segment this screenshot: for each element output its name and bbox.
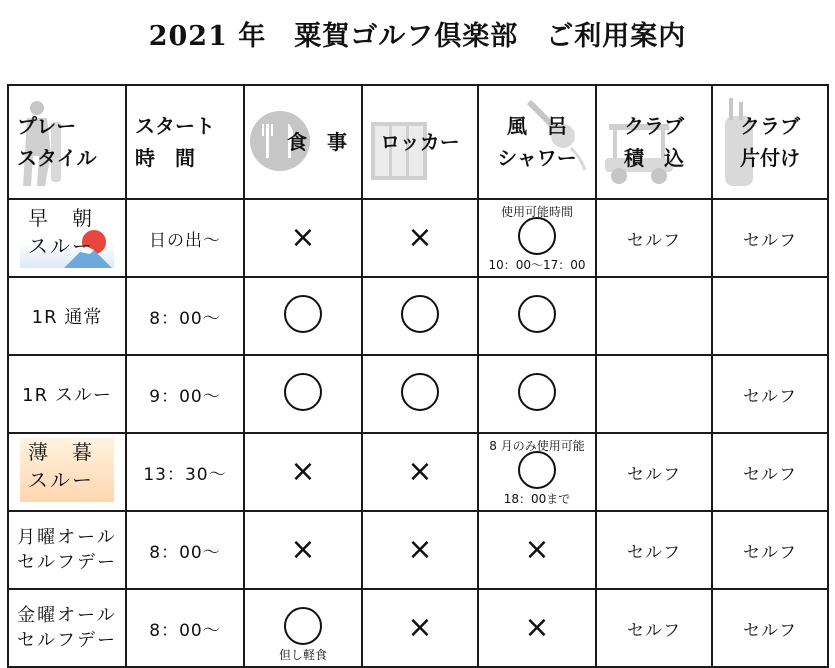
start-time-cell: 8：00～	[126, 511, 244, 589]
bath-note-top: 使用可能時間	[500, 205, 573, 219]
meal-cell	[244, 277, 362, 355]
meal-cell	[244, 511, 362, 589]
header-meal	[244, 85, 362, 199]
cross-mark: ×	[524, 610, 550, 645]
meal-cell	[244, 355, 362, 433]
locker-cell	[362, 589, 478, 667]
style-line1: 薄 暮	[28, 440, 94, 464]
header-meal-label: 食 事	[287, 130, 347, 154]
style-cell: 1R スルー	[8, 355, 126, 433]
start-time-cell: 13：30～	[126, 433, 244, 511]
header-start-time-line1: スタート	[135, 114, 215, 138]
early-morning-label	[20, 204, 114, 268]
header-bath	[478, 85, 596, 199]
header-club-cleanup	[712, 85, 828, 199]
locker-cell	[362, 277, 478, 355]
circle-mark	[401, 295, 439, 333]
style-cell	[8, 511, 126, 589]
header-bath-line1: 風 呂	[507, 114, 567, 138]
style-cell	[8, 433, 126, 511]
locker-cell	[362, 433, 478, 511]
circle-mark	[284, 607, 322, 645]
bath-cell	[478, 433, 596, 511]
club-load-cell	[596, 355, 712, 433]
club-cleanup-cell	[712, 277, 828, 355]
table-row	[8, 511, 828, 589]
header-bath-line2: シャワー	[497, 146, 577, 170]
style-cell	[8, 589, 126, 667]
header-start-time-line2: 時 間	[135, 146, 195, 170]
style-cell: 1R 通常	[8, 277, 126, 355]
start-time-cell: 9：00～	[126, 355, 244, 433]
header-club-cleanup-line1: クラブ	[740, 114, 800, 138]
bath-note-bottom: 10：00～17：00	[488, 258, 586, 272]
bath-note-top: 8 月のみ使用可能	[489, 439, 585, 453]
table-row	[8, 277, 828, 355]
club-load-cell: セルフ	[596, 589, 712, 667]
bath-note-bottom: 18：00まで	[503, 492, 571, 506]
cross-mark: ×	[290, 220, 316, 255]
bath-cell	[478, 277, 596, 355]
cross-mark: ×	[407, 454, 433, 489]
circle-mark	[518, 451, 556, 489]
style-line2: セルフデー	[17, 552, 117, 573]
style-line2: セルフデー	[17, 630, 117, 651]
meal-cell	[244, 433, 362, 511]
circle-mark	[518, 295, 556, 333]
bath-cell	[478, 355, 596, 433]
style-cell	[8, 199, 126, 277]
header-start-time	[126, 85, 244, 199]
style-line1: 早 朝	[28, 206, 94, 230]
table-row	[8, 355, 828, 433]
circle-mark	[518, 373, 556, 411]
start-time-cell: 8：00～	[126, 277, 244, 355]
cross-mark: ×	[407, 532, 433, 567]
header-play-style-line1: プレー	[17, 114, 77, 138]
club-load-cell: セルフ	[596, 199, 712, 277]
start-time-cell: 8：00～	[126, 589, 244, 667]
cross-mark: ×	[407, 610, 433, 645]
style-line1: 月曜オール	[17, 526, 117, 548]
cross-mark: ×	[407, 220, 433, 255]
club-load-cell: セルフ	[596, 433, 712, 511]
club-cleanup-cell: セルフ	[712, 589, 828, 667]
club-load-cell	[596, 277, 712, 355]
style-line2: スルー	[28, 234, 94, 258]
usage-table	[7, 84, 829, 668]
club-cleanup-cell: セルフ	[712, 511, 828, 589]
circle-mark	[284, 373, 322, 411]
club-cleanup-cell: セルフ	[712, 355, 828, 433]
header-club-cleanup-line2: 片付け	[740, 146, 800, 170]
bath-cell	[478, 589, 596, 667]
circle-mark	[518, 217, 556, 255]
table-row	[8, 433, 828, 511]
header-row	[8, 85, 828, 199]
header-locker-label: ロッカー	[380, 130, 460, 154]
locker-cell	[362, 511, 478, 589]
club-cleanup-cell: セルフ	[712, 433, 828, 511]
start-time-cell: 日の出～	[126, 199, 244, 277]
meal-cell	[244, 589, 362, 667]
header-club-load-line2: 積 込	[624, 146, 684, 170]
table-row	[8, 589, 828, 667]
header-play-style	[8, 85, 126, 199]
circle-mark	[401, 373, 439, 411]
club-cleanup-cell: セルフ	[712, 199, 828, 277]
header-play-style-line2: スタイル	[17, 146, 97, 170]
locker-cell	[362, 199, 478, 277]
header-locker	[362, 85, 478, 199]
header-club-load	[596, 85, 712, 199]
bath-cell	[478, 511, 596, 589]
twilight-label	[20, 438, 114, 502]
cross-mark: ×	[290, 454, 316, 489]
cross-mark: ×	[290, 532, 316, 567]
bath-cell	[478, 199, 596, 277]
meal-note: 但し軽食	[278, 648, 327, 662]
table-row	[8, 199, 828, 277]
style-line1: 金曜オール	[17, 604, 117, 626]
style-line2: スルー	[28, 468, 94, 492]
locker-cell	[362, 355, 478, 433]
page-title: 2021 年 粟賀ゴルフ倶楽部 ご利用案内	[148, 21, 687, 52]
header-club-load-line1: クラブ	[624, 114, 684, 138]
club-load-cell: セルフ	[596, 511, 712, 589]
meal-cell	[244, 199, 362, 277]
cross-mark: ×	[524, 532, 550, 567]
circle-mark	[284, 295, 322, 333]
